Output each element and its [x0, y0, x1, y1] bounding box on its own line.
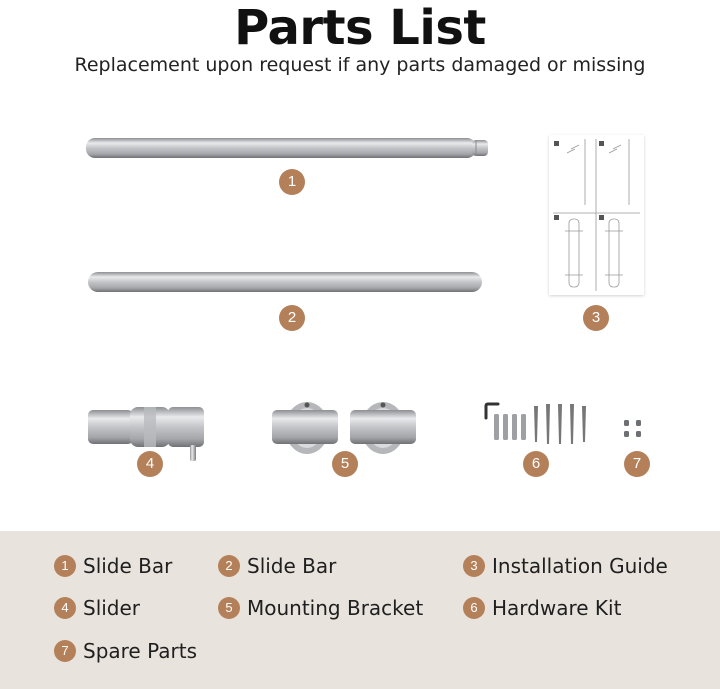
legend-item-5 [218, 595, 423, 621]
part-badge-3: 3 [583, 305, 609, 331]
legend-badge-3: 3 [463, 555, 485, 577]
slide-bar-long-icon [84, 135, 494, 161]
legend-item-2 [218, 553, 336, 579]
legend-badge-4: 4 [54, 597, 76, 619]
legend-label-4: Slider [83, 596, 141, 620]
legend-label-1: Slide Bar [83, 554, 173, 578]
part-badge-7: 7 [624, 451, 650, 477]
legend-item-1 [54, 553, 172, 579]
part-badge-5: 5 [332, 451, 358, 477]
installation-guide-icon [549, 135, 644, 295]
hardware-kit-icon [484, 402, 594, 448]
legend-badge-6: 6 [463, 597, 485, 619]
legend-badge-2: 2 [218, 555, 240, 577]
legend-label-7: Spare Parts [83, 639, 197, 663]
legend-label-3: Installation Guide [492, 554, 668, 578]
legend-label-2: Slide Bar [247, 554, 337, 578]
page-title: Parts List [234, 0, 486, 56]
page-subtitle: Replacement upon request if any parts damaged or missing [74, 54, 646, 76]
slide-bar-icon [86, 269, 486, 295]
part-badge-2: 2 [279, 305, 305, 331]
part-badge-6: 6 [523, 451, 549, 477]
legend-item-6 [463, 595, 621, 621]
spare-parts-icon [621, 418, 647, 440]
legend-label-5: Mounting Bracket [247, 596, 424, 620]
parts-legend [0, 531, 720, 689]
legend-item-7 [54, 638, 197, 664]
mounting-bracket-icon [270, 400, 420, 456]
legend-badge-7: 7 [54, 640, 76, 662]
legend-badge-1: 1 [54, 555, 76, 577]
legend-item-3 [463, 553, 668, 579]
legend-badge-5: 5 [218, 597, 240, 619]
legend-label-6: Hardware Kit [492, 596, 622, 620]
part-badge-4: 4 [137, 451, 163, 477]
part-badge-1: 1 [279, 169, 305, 195]
legend-item-4 [54, 595, 140, 621]
